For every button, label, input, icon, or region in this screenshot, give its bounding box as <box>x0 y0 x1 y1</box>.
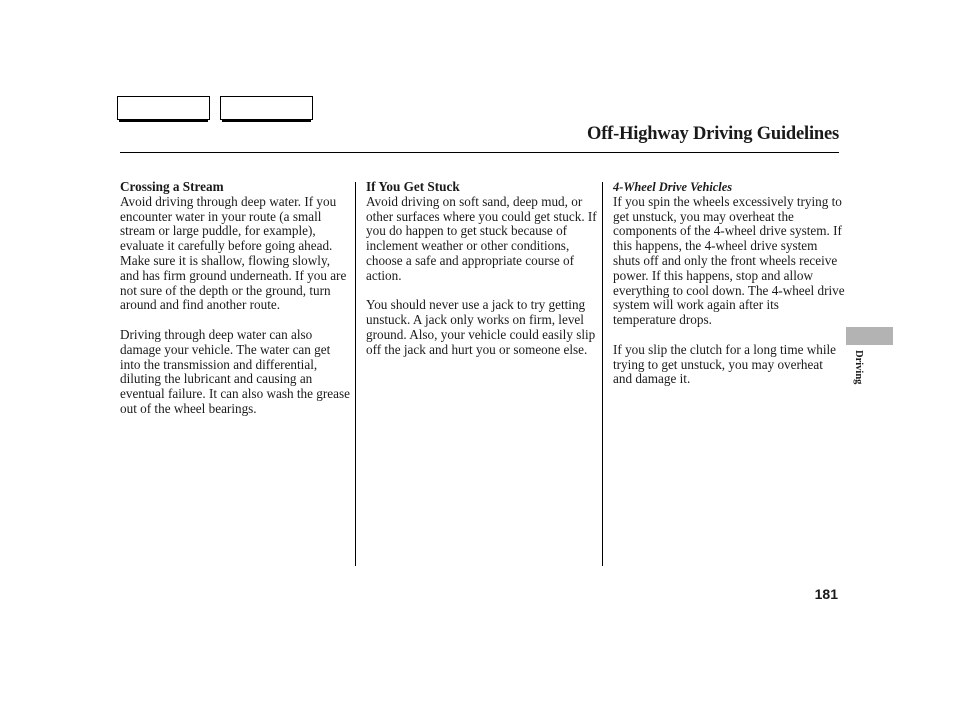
paragraph: If you slip the clutch for a long time while trying to get unstuck, you may overheat and damage it. <box>613 341 837 387</box>
paragraph: You should never use a jack to try getting unstuck. A jack only works on firm, level ground. Also, your vehicle could easily slip off the jack and hurt you or someone else. <box>366 297 596 357</box>
nav-button-contents[interactable] <box>117 96 210 120</box>
column-if-stuck <box>366 180 599 358</box>
paragraph: Avoid driving through deep water. If you encounter water in your route (a small stream or large puddle, for example), evaluate it carefully before going ahead. Make sure it is shallow, flowing slowly, and has firm ground underneath. If you are not sure of the depth or the ground, turn around and find another route. <box>120 193 347 313</box>
column-divider <box>355 182 356 566</box>
paragraph: Driving through deep water can also damage your vehicle. The water can get into the transmission and differential, diluting the lubricant and causing an eventual failure. It can also wash the grease out of the wheel bearings. <box>120 326 350 416</box>
column-4wd-vehicles <box>613 180 845 387</box>
title-divider <box>120 152 839 153</box>
nav-button-index[interactable] <box>220 96 313 120</box>
page-number: 181 <box>814 586 838 602</box>
section-tab-label: Driving <box>853 350 864 385</box>
paragraph: Avoid driving on soft sand, deep mud, or other surfaces where you could get stuck. If you do happen to get stuck because of inclement weather or other conditions, choose a safe and appropriate course of action. <box>366 193 597 283</box>
section-heading: Crossing a Stream <box>120 179 224 194</box>
column-crossing-stream <box>120 180 352 417</box>
section-heading: If You Get Stuck <box>366 179 460 194</box>
section-tab[interactable] <box>846 327 893 345</box>
paragraph: If you spin the wheels excessively trying to get unstuck, you may overheat the components of the 4-wheel drive system. If this happens, the 4-wheel drive system shuts off and only the front wheels receive power. If this happens, stop and allow everything to cool down. The 4-wheel drive system will work again after its temperature drops. <box>613 193 845 328</box>
column-divider <box>602 182 603 566</box>
section-heading: 4-Wheel Drive Vehicles <box>613 180 733 194</box>
page-title: Off-Highway Driving Guidelines <box>587 124 839 144</box>
